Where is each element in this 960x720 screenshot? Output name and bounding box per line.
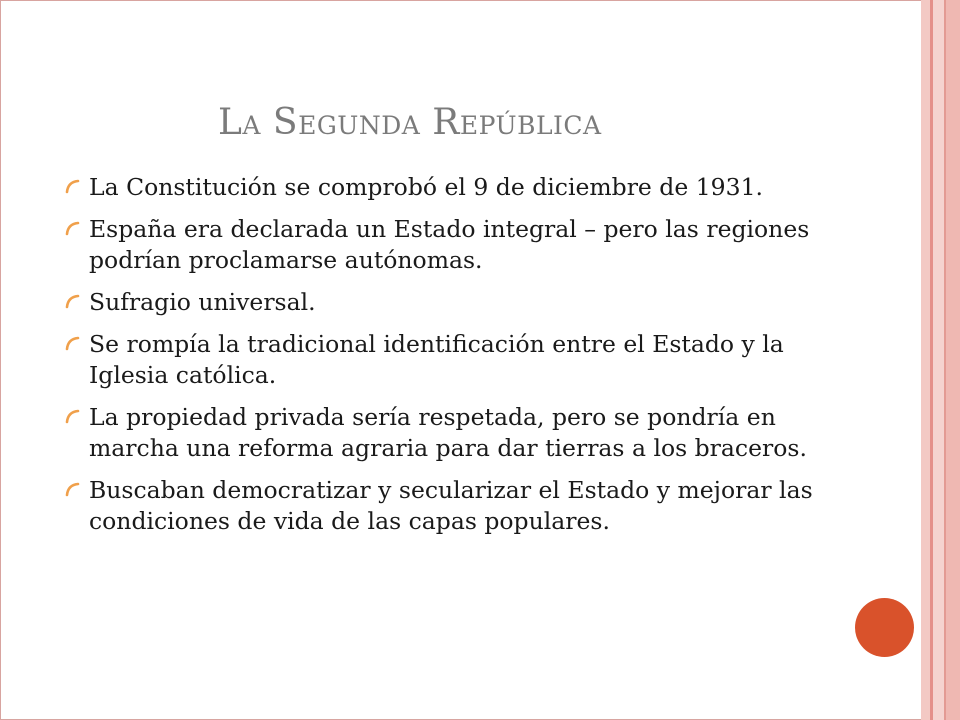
bullet-text: España era declarada un Estado integral – pero las regiones podrían proclamarse autónomas. [89, 215, 810, 274]
bullet-item [64, 287, 844, 318]
bullet-list [64, 172, 844, 548]
bullet-item [64, 329, 844, 391]
bullet-item [64, 402, 844, 464]
bullet-item [64, 214, 844, 276]
bullet-text: La Constitución se comprobó el 9 de diciembre de 1931. [89, 173, 764, 201]
curved-bullet-icon [64, 335, 81, 352]
bullet-item [64, 172, 844, 203]
bullet-text: La propiedad privada sería respetada, pero se pondría en marcha una reforma agraria para dar tierras a los braceros. [89, 403, 807, 462]
bullet-text: Buscaban democratizar y secularizar el Estado y mejorar las condiciones de vida de las capas populares. [89, 476, 813, 535]
bullet-text: Sufragio universal. [89, 288, 316, 316]
curved-bullet-icon [64, 481, 81, 498]
curved-bullet-icon [64, 220, 81, 237]
curved-bullet-icon [64, 293, 81, 310]
accent-circle [855, 598, 914, 657]
curved-bullet-icon [64, 408, 81, 425]
right-stripe-1 [921, 0, 930, 720]
bullet-item [64, 475, 844, 537]
slide-title: La Segunda República [218, 102, 602, 143]
curved-bullet-icon [64, 178, 81, 195]
right-stripe-5 [946, 0, 960, 720]
bullet-text: Se rompía la tradicional identificación entre el Estado y la Iglesia católica. [89, 330, 784, 389]
right-stripe-3 [933, 0, 944, 720]
